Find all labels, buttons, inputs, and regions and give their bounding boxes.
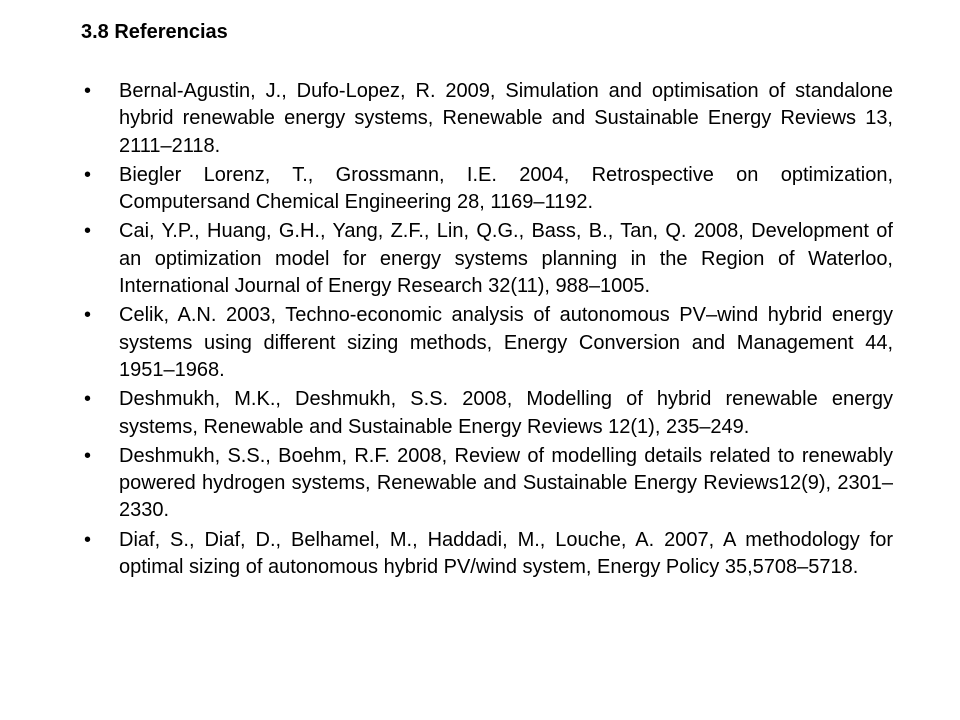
bullet-icon: •: [84, 388, 92, 411]
section-heading: 3.8 Referencias: [81, 21, 228, 43]
reference-item: [81, 386, 893, 441]
reference-text: Deshmukh, M.K., Deshmukh, S.S. 2008, Modelling of hybrid renewable energy systems, Renewable and Sustainable Energy Reviews 12(1), 235–249.: [119, 388, 893, 438]
bullet-icon: •: [84, 80, 92, 102]
bullet-icon: •: [84, 528, 92, 551]
reference-item: [81, 527, 893, 582]
reference-item: [81, 162, 893, 217]
bullet-icon: •: [84, 444, 92, 467]
reference-list: [81, 78, 893, 583]
reference-text: Biegler Lorenz, T., Grossmann, I.E. 2004, Retrospective on optimization, Computersand Chemical Engineering 28, 1169–1192.: [119, 163, 893, 214]
reference-item: [81, 78, 893, 160]
reference-item: [81, 443, 893, 525]
reference-text: Celik, A.N. 2003, Techno-economic analysis of autonomous PV–wind hybrid energy systems using different sizing methods, Energy Conversion and Management 44, 1951–1968.: [119, 304, 893, 381]
bullet-icon: •: [84, 304, 92, 327]
reference-text: Cai, Y.P., Huang, G.H., Yang, Z.F., Lin, Q.G., Bass, B., Tan, Q. 2008, Development of an optimization model for energy systems planning in the Region of Waterloo, International Journal of Energy Research 32(11), 988–1005.: [119, 220, 893, 298]
bullet-icon: •: [84, 163, 92, 186]
reference-text: Diaf, S., Diaf, D., Belhamel, M., Haddadi, M., Louche, A. 2007, A methodology for optimal sizing of autonomous hybrid PV/wind system, Energy Policy 35,5708–5718.: [119, 528, 893, 579]
reference-text: Bernal-Agustin, J., Dufo-Lopez, R. 2009, Simulation and optimisation of standalone hybrid renewable energy systems, Renewable and Sustainable Energy Reviews 13, 2111–2118.: [119, 80, 893, 157]
reference-item: [81, 302, 893, 384]
reference-text: Deshmukh, S.S., Boehm, R.F. 2008, Review of modelling details related to renewably powered hydrogen systems, Renewable and Sustainable Energy Reviews12(9), 2301–2330.: [119, 444, 893, 522]
bullet-icon: •: [84, 220, 92, 243]
reference-item: [81, 218, 893, 300]
